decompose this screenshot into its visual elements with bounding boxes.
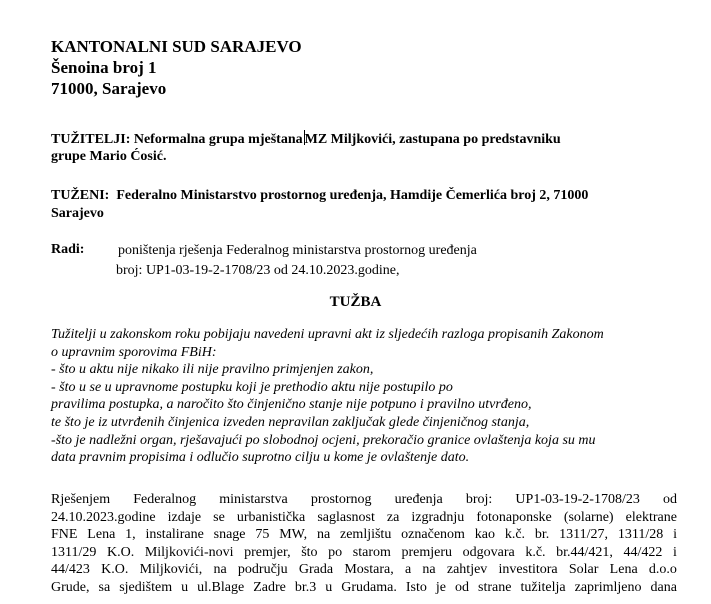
plaintiffs-line-1 [51,130,561,149]
body-line: 24.10.2023.godine izdaje se urbanistička saglasnost za izgradnju fotonaponske (solarne) elektrane [51,509,677,525]
defendant-text: Federalno Ministarstvo prostornog uređenja, Hamdije Čemerlića broj 2, 71000 [116,188,589,203]
subject-text [116,241,477,281]
court-city: 71000, Sarajevo [51,79,167,98]
grounds-line: -što je nadležni organ, rješavajući po slobodnoj ocjeni, prekoračio granice ovlaštenja koja su mu [51,432,596,448]
grounds-line: - što u aktu nije nikako ili nije pravilno primjenjen zakon, [51,362,374,378]
grounds-line: Tužitelji u zakonskom roku pobijaju navedeni upravni akt iz sljedećih razloga propisanih Zakonom [51,327,604,342]
document-title: TUŽBA [329,294,382,310]
grounds-line: o upravnim sporovima FBiH: [51,344,217,360]
court-address [51,36,302,99]
defendant-line-1 [51,187,588,205]
defendant-label: TUŽENI: [51,188,110,203]
subject-label: Radi: [51,242,85,257]
body-line: FNE Lena 1, instalirane snage 75 MW, na zemljištu označenom kao k.č. br. 1311/27, 1311/28 i [51,527,677,543]
body-paragraph [51,491,677,597]
subject-line-2: broj: UP1-03-19-2-1708/23 od 24.10.2023.godine, [116,263,400,278]
defendant-line-2: Sarajevo [51,206,104,221]
grounds-line: data pravnim propisima i odlučio suprotno cilju u kome je ovlaštenje dato. [51,450,470,466]
grounds-line: te što je iz utvrđenih činjenica izveden nepravilan zaključak glede činjeničnog stanja, [51,414,530,430]
court-name: KANTONALNI SUD SARAJEVO [51,37,302,56]
subject-line-1: poništenja rješenja Federalnog ministarstva prostornog uređenja [118,243,477,258]
grounds-line: - što u se u upravnome postupku koji je prethodio aktu nije postupilo po [51,379,453,395]
plaintiffs-label: TUŽITELJI: [51,132,131,147]
body-line: Rješenjem Federalnog ministarstva prostornog uređenja broj: UP1-03-19-2-1708/23 od [51,492,677,507]
body-line: Grude, sa sjedištem u ul.Blage Zadre br.3 u Grudama. Isto je od strane tužitelja zaprimljeno dana [51,579,677,595]
body-line: 1311/29 K.O. Miljkovići-novi premjer, što po starom premjeru odgovara k.č. br.44/421, 44/422 i [51,544,677,560]
plaintiffs-text-part1: Neformalna grupa mještana [133,132,303,147]
grounds-line: pravilima postupka, a naročito što činjenično stanje nije potpuno i pravilno utvrđeno, [51,397,532,413]
body-line: 44/423 K.O. Miljkovići, na području Grada Mostara, a na zahtjev investitora Solar Lena d.o.o [51,562,677,578]
plaintiffs-line-2: grupe Mario Ćosić. [51,149,167,164]
court-street: Šenoina broj 1 [51,58,157,77]
grounds-block [51,326,681,467]
plaintiffs-text-part2: MZ Miljkovići, zastupana po predstavniku [304,132,561,147]
